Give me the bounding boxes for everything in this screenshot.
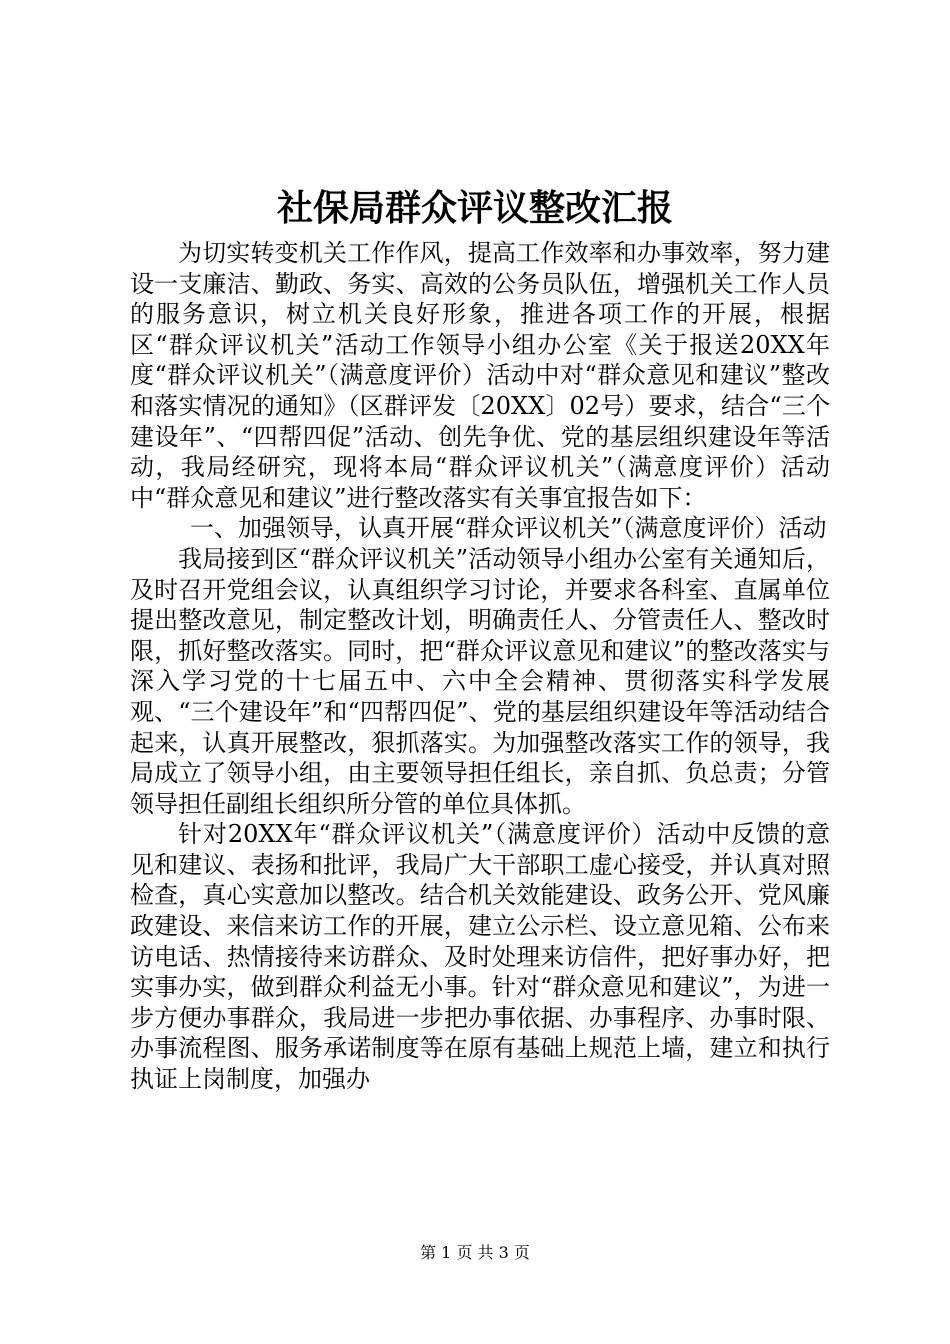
document-title: 社保局群众评议整改汇报 — [276, 187, 673, 229]
section-heading-1: 一、加强领导，认真开展“群众评议机关”（满意度评价）活动 — [190, 514, 827, 543]
paragraph-intro: 为切实转变机关工作作风，提高工作效率和办事效率，努力建设一支廉洁、勤政、务实、高效的公务员队伍，增强机关工作人员的服务意识，树立机关良好形象，推进各项工作的开展，根据区“群众评议机关”活动工作领导小组办公室《关于报送20XX年度“群众评议机关”（满意度评价）活动中对“群众意见和建议”整改和落实情况的通知》（区群评发〔20XX〕02号）要求，结合“三个建设年”、“四帮四促”活动、创先争优、党的基层组织建设年等活动，我局经研究，现将本局“群众评议机关”（满意度评价）活动中“群众意见和建议”进行整改落实有关事宜报告如下： — [130, 239, 830, 512]
paragraph-feedback: 针对20XX年“群众评议机关”（满意度评价）活动中反馈的意见和建议、表扬和批评，我局广大干部职工虚心接受，并认真对照检查，真心实意加以整改。结合机关效能建设、政务公开、党风廉政建设、来信来访工作的开展，建立公示栏、设立意见箱、公布来访电话、热情接待来访群众、及时处理来访信件，把好事办好，把实事办实，做到群众利益无小事。针对“群众意见和建议”，为进一步方便办事群众，我局进一步把办事依据、办事程序、办事时限、办事流程图、服务承诺制度等在原有基础上规范上墙，建立和执行执证上岗制度，加强办 — [130, 820, 830, 1094]
page-number-footer: 第 1 页 共 3 页 — [420, 1243, 530, 1262]
paragraph-leadership: 我局接到区“群众评议机关”活动领导小组办公室有关通知后，及时召开党组会议，认真组织学习讨论，并要求各科室、直属单位提出整改意见，制定整改计划，明确责任人、分管责任人、整改时限，抓好整改落实。同时，把“群众评议意见和建议”的整改落实与深入学习党的十七届五中、六中全会精神、贯彻落实科学发展观、“三个建设年”和“四帮四促”、党的基层组织建设年等活动结合起来，认真开展整改，狠抓落实。为加强整改落实工作的领导，我局成立了领导小组，由主要领导担任组长，亲自抓、负总责；分管领导担任副组长组织所分管的单位具体抓。 — [130, 544, 830, 818]
document-body — [130, 238, 830, 1095]
